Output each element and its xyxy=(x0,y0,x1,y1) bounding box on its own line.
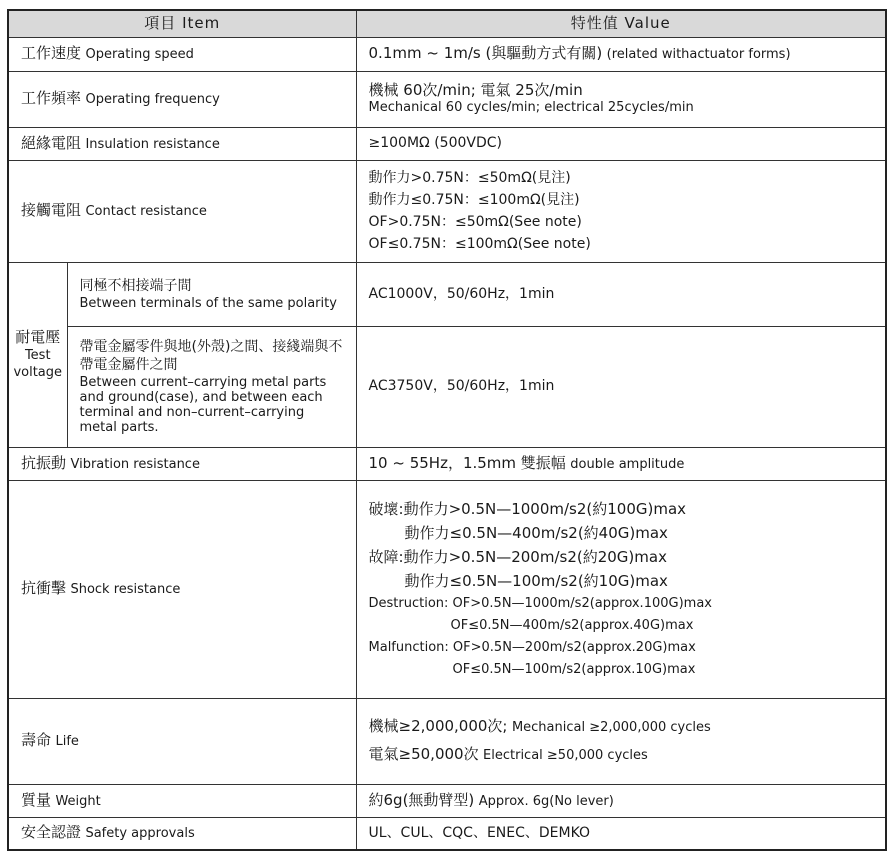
operating-frequency-value: 機械 60次/min; 電氣 25次/min Mechanical 60 cycles/min; electrical 25cycles/min xyxy=(356,71,886,127)
row-contact-resistance xyxy=(8,160,886,262)
test-voltage-label: 耐電壓 Test voltage xyxy=(8,262,67,447)
shock-resistance-value: 破壞:動作力>0.5N—1000m/s2(約100G)max 動作力≤0.5N—400m/s2(約40G)max 故障:動作力>0.5N—200m/s2(約20G)max 動作力≤0.5N—100m/s2(約10G)max Destruction: OF>0.5N—1000m/s2(approx.100G)max OF≤0.5N—400m/s2(approx.40G)max Malfunction: OF>0.5N—200m/s2(approx.20G)max OF≤0.5N—100m/s2(approx.10G)max xyxy=(356,480,886,698)
row-test-voltage-2 xyxy=(8,326,886,447)
contact-resistance-value: 動作力>0.75N：≤50mΩ(見注) 動作力≤0.75N：≤100mΩ(見注) OF>0.75N：≤50mΩ(See note) OF≤0.75N：≤100mΩ(See note) xyxy=(356,160,886,262)
row-weight xyxy=(8,784,886,817)
row-test-voltage-1 xyxy=(8,262,886,326)
row-safety-approvals xyxy=(8,817,886,850)
vibration-resistance-label: 抗振動 Vibration resistance xyxy=(8,447,356,480)
contact-resistance-label: 接觸電阻 Contact resistance xyxy=(8,160,356,262)
test-voltage-ground-value: AC3750V，50/60Hz，1min xyxy=(356,326,886,447)
life-value: 機械≥2,000,000次; Mechanical ≥2,000,000 cycles 電氣≥50,000次 Electrical ≥50,000 cycles xyxy=(356,698,886,784)
shock-resistance-label: 抗衝擊 Shock resistance xyxy=(8,480,356,698)
weight-value: 約6g(無動臂型) Approx. 6g(No lever) xyxy=(356,784,886,817)
row-operating-speed xyxy=(8,37,886,71)
operating-speed-label: 工作速度 Operating speed xyxy=(8,37,356,71)
operating-speed-value: 0.1mm ~ 1m/s (與驅動方式有關) (related withactuator forms) xyxy=(356,37,886,71)
row-life xyxy=(8,698,886,784)
insulation-resistance-label: 絕緣電阻 Insulation resistance xyxy=(8,127,356,160)
weight-label: 質量 Weight xyxy=(8,784,356,817)
test-voltage-same-polarity-value: AC1000V，50/60Hz，1min xyxy=(356,262,886,326)
header-value: 特性值 Value xyxy=(356,10,886,37)
row-vibration-resistance xyxy=(8,447,886,480)
row-operating-frequency xyxy=(8,71,886,127)
insulation-resistance-value: ≥100MΩ (500VDC) xyxy=(356,127,886,160)
test-voltage-ground-label: 帶電金屬零件與地(外殼)之間、接綫端與不帶電金屬件之間 Between current–carrying metal parts and ground(case), and between each terminal and non–current–carrying metal parts. xyxy=(67,326,356,447)
header-item: 項目 Item xyxy=(8,10,356,37)
safety-approvals-label: 安全認證 Safety approvals xyxy=(8,817,356,850)
safety-approvals-value: UL、CUL、CQC、ENEC、DEMKO xyxy=(356,817,886,850)
test-voltage-same-polarity-label: 同極不相接端子間 Between terminals of the same polarity xyxy=(67,262,356,326)
life-label: 壽命 Life xyxy=(8,698,356,784)
table-header-row xyxy=(8,10,886,37)
row-shock-resistance xyxy=(8,480,886,698)
spec-table xyxy=(7,9,887,851)
vibration-resistance-value: 10 ~ 55Hz，1.5mm 雙振幅 double amplitude xyxy=(356,447,886,480)
row-insulation-resistance xyxy=(8,127,886,160)
operating-frequency-label: 工作頻率 Operating frequency xyxy=(8,71,356,127)
